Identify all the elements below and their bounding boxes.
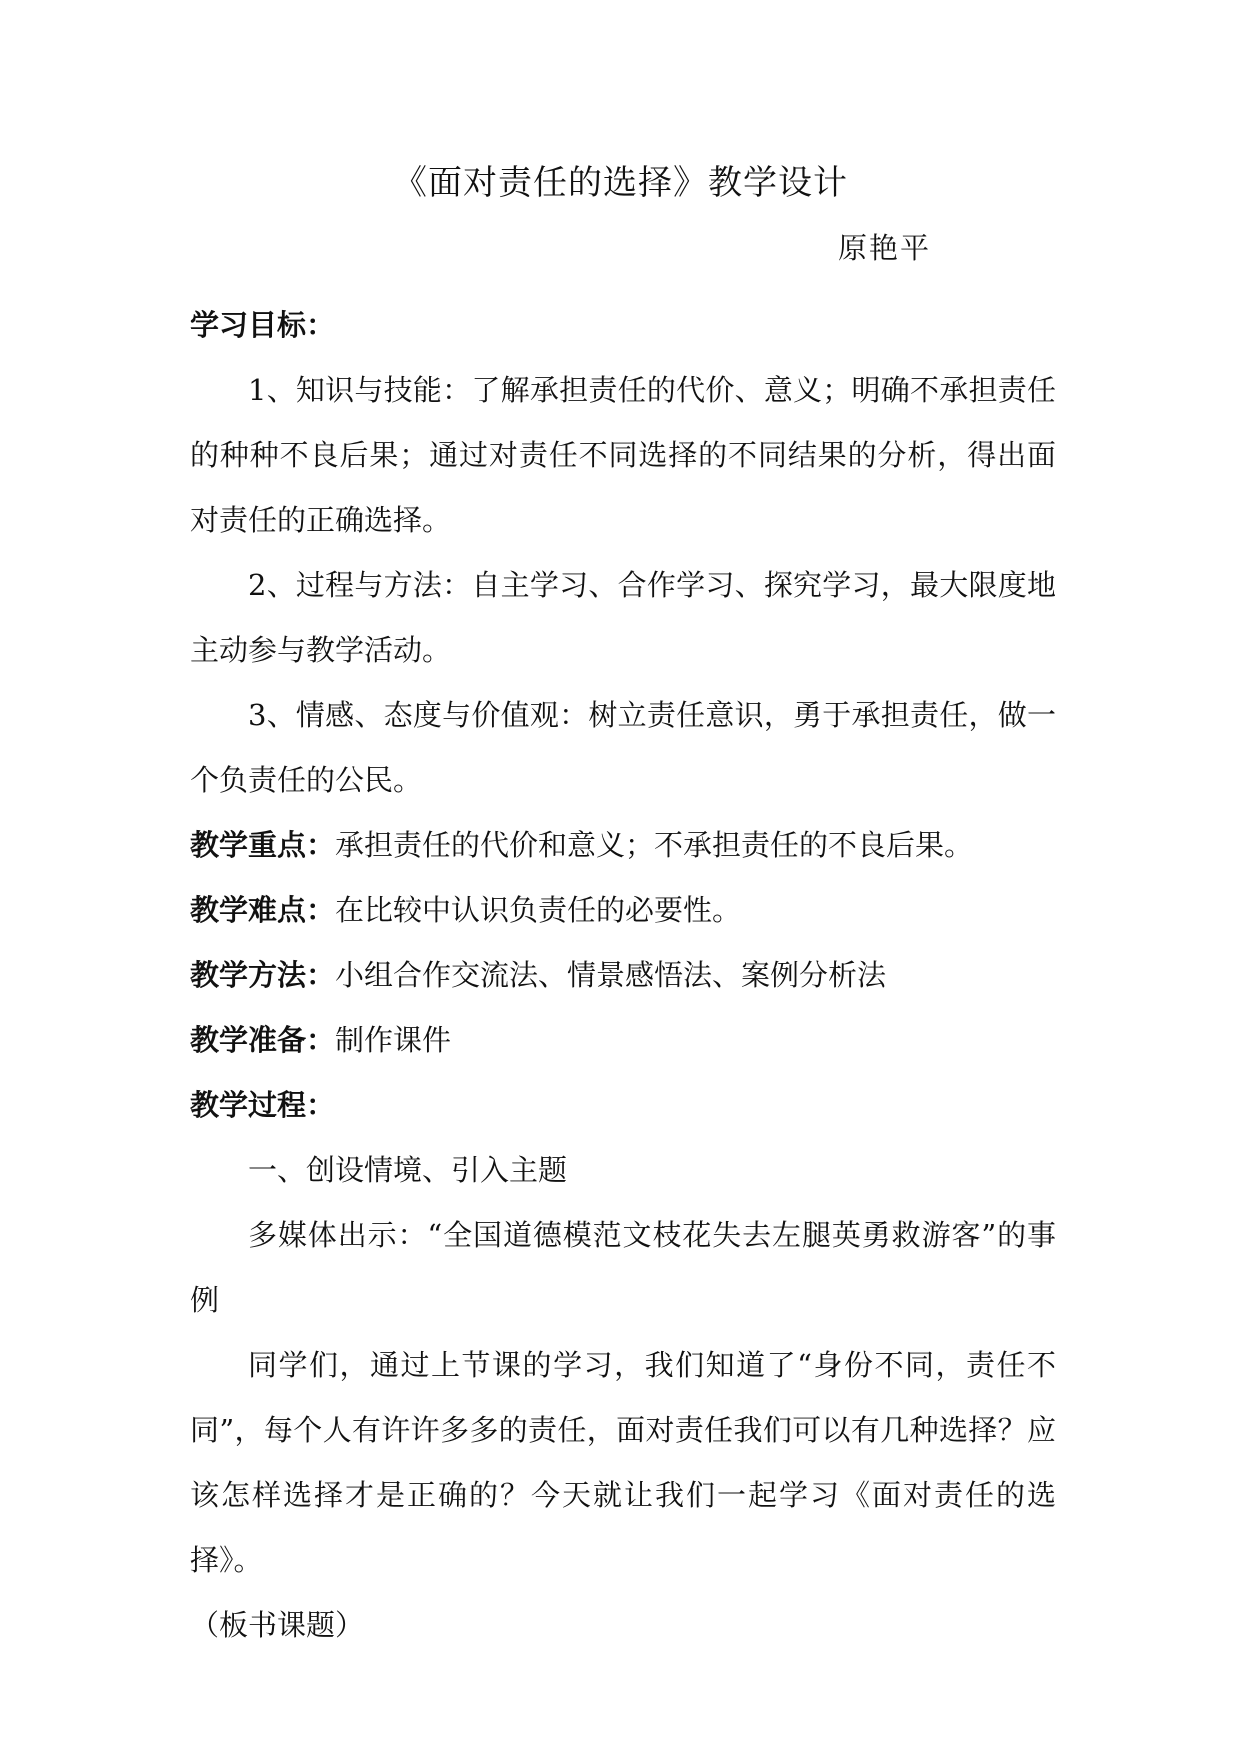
key-points-row xyxy=(190,813,1056,878)
objectives-heading: 学习目标： xyxy=(190,308,336,342)
process-heading: 教学过程： xyxy=(190,1088,336,1122)
difficulties-text: 在比较中认识负责任的必要性。 xyxy=(335,893,742,927)
document-body xyxy=(190,293,1056,1658)
preparation-row xyxy=(190,1008,1056,1073)
preparation-label: 教学准备： xyxy=(190,1023,336,1057)
objective-2: 2、过程与方法：自主学习、合作学习、探究学习，最大限度地主动参与教学活动。 xyxy=(190,568,1056,667)
methods-label: 教学方法： xyxy=(190,958,336,992)
step-1-heading: 一、创设情境、引入主题 xyxy=(248,1153,568,1187)
difficulties-row xyxy=(190,878,1056,943)
key-points-text: 承担责任的代价和意义；不承担责任的不良后果。 xyxy=(335,828,974,862)
methods-text: 小组合作交流法、情景感悟法、案例分析法 xyxy=(335,958,887,992)
intro-paragraph: 同学们，通过上节课的学习，我们知道了“身份不同，责任不同”，每个人有许许多多的责任，面对责任我们可以有几种选择？应该怎样选择才是正确的？今天就让我们一起学习《面对责任的选择》。 xyxy=(190,1348,1056,1577)
objective-1: 1、知识与技能：了解承担责任的代价、意义；明确不承担责任的种种不良后果；通过对责任不同选择的不同结果的分析，得出面对责任的正确选择。 xyxy=(190,373,1056,537)
author-name: 原艳平 xyxy=(838,231,932,265)
key-points-label: 教学重点： xyxy=(190,828,336,862)
multimedia-paragraph: 多媒体出示：“全国道德模范文枝花失去左腿英勇救游客”的事例 xyxy=(190,1218,1056,1317)
preparation-text: 制作课件 xyxy=(335,1023,452,1057)
objective-3: 3、情感、态度与价值观：树立责任意识，勇于承担责任，做一个负责任的公民。 xyxy=(190,698,1056,797)
document-title: 《面对责任的选择》教学设计 xyxy=(393,163,848,203)
board-note: （板书课题） xyxy=(190,1608,365,1642)
difficulties-label: 教学难点： xyxy=(190,893,336,927)
methods-row xyxy=(190,943,1056,1008)
